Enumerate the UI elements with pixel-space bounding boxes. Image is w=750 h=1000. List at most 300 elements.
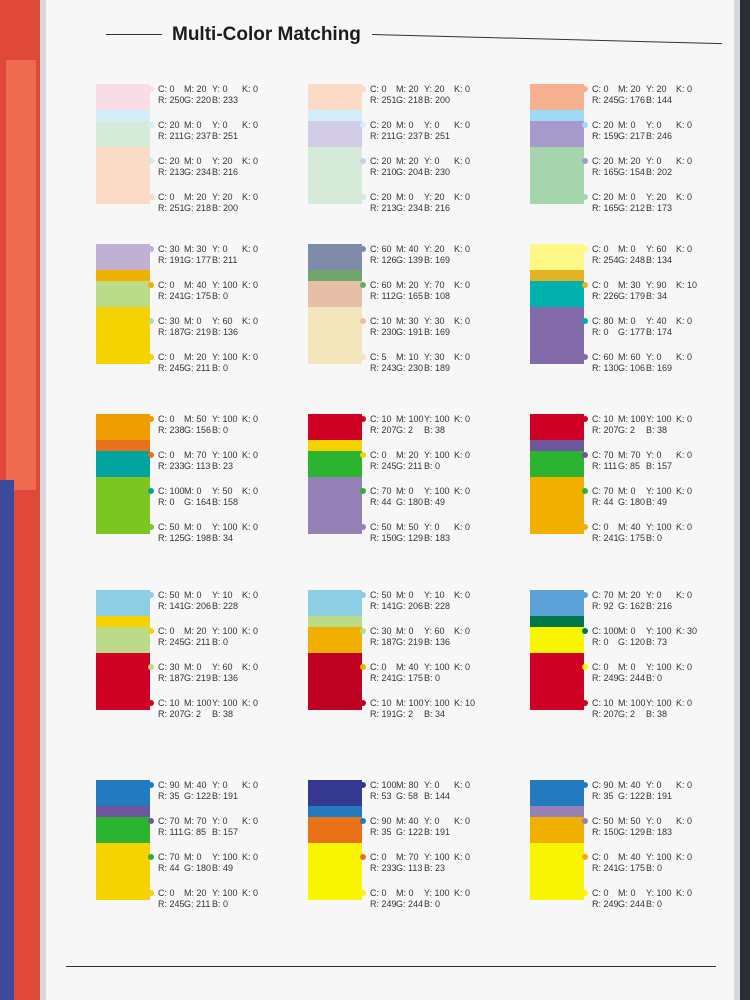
- rgb-values: [370, 167, 470, 178]
- cmyk-m: M: 100: [618, 414, 646, 424]
- rgb-values: [592, 363, 692, 374]
- color-value-entry: [592, 156, 692, 178]
- cmyk-k: K: 0: [242, 816, 259, 826]
- color-dot-icon: [360, 628, 366, 634]
- cmyk-c: C: 10: [592, 414, 614, 424]
- color-combo-2: [308, 84, 508, 234]
- cmyk-y: Y: 100: [424, 852, 450, 862]
- color-dot-icon: [582, 854, 588, 860]
- cmyk-k: K: 0: [242, 316, 259, 326]
- cmyk-m: M: 0: [184, 590, 202, 600]
- swatch-segment: [530, 806, 584, 818]
- rgb-g: G: 218: [184, 203, 212, 213]
- cmyk-values: [158, 84, 258, 95]
- cmyk-m: M: 20: [618, 590, 641, 600]
- swatch-segment: [96, 307, 150, 364]
- swatch-bar: [308, 590, 362, 710]
- cmyk-c: C: 0: [592, 888, 609, 898]
- cmyk-values: [370, 698, 475, 709]
- cmyk-k: K: 0: [454, 120, 471, 130]
- cmyk-y: Y: 100: [646, 662, 672, 672]
- color-value-entry: [370, 450, 470, 472]
- rgb-r: R: 187: [158, 327, 185, 337]
- color-dot-icon: [148, 86, 154, 92]
- cmyk-y: Y: 60: [212, 316, 233, 326]
- cmyk-m: M: 20: [396, 280, 419, 290]
- swatch-segment: [96, 843, 150, 900]
- cmyk-c: C: 100: [158, 486, 185, 496]
- rgb-g: G: 211: [184, 637, 211, 647]
- cmyk-m: M: 40: [618, 852, 641, 862]
- cmyk-values: [370, 662, 470, 673]
- rgb-b: B: 158: [212, 497, 239, 507]
- color-dot-icon: [360, 416, 366, 422]
- rgb-g: G: 164: [184, 497, 212, 507]
- cmyk-y: Y: 20: [646, 192, 667, 202]
- cmyk-values: [370, 244, 470, 255]
- rgb-b: B: 230: [424, 167, 451, 177]
- cmyk-y: Y: 100: [212, 698, 238, 708]
- cmyk-k: K: 0: [242, 280, 259, 290]
- cmyk-y: Y: 50: [212, 486, 233, 496]
- cmyk-values: [370, 626, 470, 637]
- rgb-r: R: 207: [158, 709, 185, 719]
- swatch-segment: [308, 806, 362, 818]
- rgb-values: [158, 863, 258, 874]
- swatch-segment: [96, 451, 150, 477]
- color-combo-7: [96, 414, 296, 564]
- cmyk-m: M: 0: [618, 192, 636, 202]
- color-combo-4: [96, 244, 296, 394]
- swatch-bar: [96, 780, 150, 900]
- color-value-entry: [370, 192, 470, 214]
- cmyk-k: K: 0: [454, 352, 471, 362]
- cmyk-c: C: 90: [592, 780, 614, 790]
- color-dot-icon: [582, 416, 588, 422]
- rgb-b: B: 0: [646, 533, 663, 543]
- swatch-segment: [530, 121, 584, 147]
- color-combo-6: [530, 244, 730, 394]
- rgb-b: B: 189: [424, 363, 451, 373]
- rgb-b: B: 0: [646, 899, 663, 909]
- cmyk-c: C: 50: [370, 522, 392, 532]
- rgb-b: B: 49: [212, 863, 234, 873]
- cmyk-c: C: 20: [370, 120, 392, 130]
- color-dot-icon: [148, 628, 154, 634]
- rgb-values: [592, 95, 692, 106]
- rgb-b: B: 169: [424, 327, 451, 337]
- cmyk-m: M: 40: [618, 522, 641, 532]
- rgb-b: B: 0: [212, 363, 229, 373]
- swatch-segment: [530, 780, 584, 806]
- rgb-values: [370, 673, 470, 684]
- swatch-bar: [530, 84, 584, 204]
- color-value-entry: [158, 280, 258, 302]
- cmyk-y: Y: 0: [212, 120, 228, 130]
- cmyk-k: K: 0: [242, 352, 259, 362]
- cmyk-k: K: 0: [676, 780, 693, 790]
- color-value-entry: [592, 522, 692, 544]
- cmyk-m: M: 30: [396, 316, 419, 326]
- swatch-segment: [530, 843, 584, 900]
- rgb-g: G: 218: [396, 95, 424, 105]
- rgb-values: [158, 327, 258, 338]
- rgb-b: B: 38: [212, 709, 234, 719]
- cmyk-y: Y: 100: [212, 450, 238, 460]
- cmyk-k: K: 0: [242, 192, 259, 202]
- swatch-bar: [530, 780, 584, 900]
- cmyk-k: K: 0: [242, 450, 259, 460]
- swatch-segment: [530, 477, 584, 534]
- rgb-r: R: 130: [592, 363, 619, 373]
- rgb-g: G: 211: [184, 899, 211, 909]
- rgb-values: [592, 533, 692, 544]
- cmyk-y: Y: 20: [646, 84, 667, 94]
- rgb-values: [158, 425, 258, 436]
- rgb-g: G: 85: [184, 827, 207, 837]
- rgb-values: [370, 827, 470, 838]
- cmyk-c: C: 0: [592, 84, 609, 94]
- cmyk-c: C: 70: [158, 852, 180, 862]
- cmyk-y: Y: 0: [646, 816, 662, 826]
- color-dot-icon: [148, 664, 154, 670]
- color-value-entry: [370, 816, 470, 838]
- rgb-b: B: 34: [646, 291, 668, 301]
- cmyk-m: M: 100: [184, 698, 212, 708]
- cmyk-c: C: 70: [370, 486, 392, 496]
- rgb-r: R: 150: [592, 827, 619, 837]
- rgb-r: R: 111: [158, 827, 184, 837]
- rgb-g: G: 217: [618, 131, 646, 141]
- cmyk-m: M: 0: [184, 522, 202, 532]
- color-dot-icon: [582, 890, 588, 896]
- cmyk-k: K: 0: [676, 84, 693, 94]
- swatch-segment: [530, 817, 584, 843]
- swatch-segment: [96, 147, 150, 204]
- rgb-values: [158, 461, 258, 472]
- rgb-g: G: 2: [396, 425, 414, 435]
- rgb-g: G: 206: [184, 601, 212, 611]
- color-value-entry: [592, 590, 692, 612]
- rgb-r: R: 210: [370, 167, 397, 177]
- swatch-segment: [96, 477, 150, 534]
- rgb-g: G: 176: [618, 95, 646, 105]
- color-dot-icon: [582, 158, 588, 164]
- swatch-segment: [308, 414, 362, 440]
- rgb-b: B: 134: [646, 255, 673, 265]
- color-dot-icon: [582, 592, 588, 598]
- cmyk-m: M: 30: [184, 244, 207, 254]
- color-value-entry: [158, 780, 258, 802]
- cmyk-values: [370, 414, 470, 425]
- color-dot-icon: [360, 282, 366, 288]
- cmyk-values: [592, 120, 692, 131]
- cmyk-y: Y: 20: [212, 192, 233, 202]
- swatch-segment: [308, 307, 362, 364]
- cmyk-k: K: 0: [454, 84, 471, 94]
- rgb-r: R: 35: [370, 827, 392, 837]
- cmyk-y: Y: 0: [646, 352, 662, 362]
- color-dot-icon: [582, 194, 588, 200]
- cmyk-m: M: 40: [184, 780, 207, 790]
- color-dot-icon: [360, 854, 366, 860]
- swatch-segment: [308, 440, 362, 452]
- swatch-segment: [530, 281, 584, 307]
- cmyk-k: K: 0: [454, 414, 471, 424]
- swatch-bar: [308, 414, 362, 534]
- swatch-bar: [308, 780, 362, 900]
- rgb-r: R: 191: [158, 255, 185, 265]
- cmyk-values: [158, 156, 258, 167]
- color-dot-icon: [582, 664, 588, 670]
- swatch-segment: [530, 451, 584, 477]
- cmyk-c: C: 70: [592, 450, 614, 460]
- rgb-values: [158, 255, 258, 266]
- rgb-r: R: 126: [370, 255, 397, 265]
- swatch-segment: [530, 627, 584, 653]
- rgb-g: G: 156: [184, 425, 212, 435]
- cmyk-k: K: 0: [454, 662, 471, 672]
- cmyk-values: [592, 626, 697, 637]
- cmyk-y: Y: 100: [646, 414, 672, 424]
- rgb-g: G: 165: [396, 291, 424, 301]
- cmyk-y: Y: 100: [646, 698, 672, 708]
- cmyk-m: M: 0: [618, 626, 636, 636]
- cmyk-m: M: 20: [396, 156, 419, 166]
- rgb-r: R: 233: [370, 863, 397, 873]
- cmyk-c: C: 0: [158, 888, 175, 898]
- cmyk-y: Y: 0: [646, 450, 662, 460]
- rgb-values: [370, 291, 470, 302]
- color-value-entry: [370, 780, 470, 802]
- swatch-segment: [308, 110, 362, 122]
- cmyk-y: Y: 90: [646, 280, 667, 290]
- cmyk-values: [158, 888, 258, 899]
- cmyk-m: M: 20: [184, 352, 207, 362]
- rgb-values: [370, 131, 470, 142]
- cmyk-c: C: 0: [592, 662, 609, 672]
- color-dot-icon: [582, 782, 588, 788]
- cmyk-c: C: 80: [592, 316, 614, 326]
- cmyk-c: C: 0: [158, 192, 175, 202]
- rgb-r: R: 165: [592, 203, 619, 213]
- rgb-b: B: 34: [424, 709, 446, 719]
- swatch-segment: [530, 590, 584, 616]
- color-value-entry: [370, 852, 470, 874]
- color-combo-12: [530, 590, 730, 740]
- swatch-bar: [308, 84, 362, 204]
- color-value-entry: [370, 590, 470, 612]
- cmyk-k: K: 0: [676, 450, 693, 460]
- rgb-b: B: 202: [646, 167, 673, 177]
- swatch-segment: [96, 817, 150, 843]
- cmyk-c: C: 30: [158, 316, 180, 326]
- rgb-b: B: 0: [212, 637, 229, 647]
- rgb-values: [158, 203, 258, 214]
- cmyk-k: K: 0: [676, 316, 693, 326]
- swatch-bar: [96, 590, 150, 710]
- cmyk-y: Y: 40: [646, 316, 667, 326]
- color-value-entry: [592, 662, 692, 684]
- cmyk-y: Y: 0: [646, 156, 662, 166]
- rgb-g: G: 177: [184, 255, 212, 265]
- cmyk-c: C: 50: [370, 590, 392, 600]
- rgb-g: G: 175: [184, 291, 212, 301]
- cmyk-y: Y: 100: [212, 888, 238, 898]
- cmyk-values: [592, 244, 692, 255]
- rgb-b: B: 183: [424, 533, 451, 543]
- rgb-r: R: 187: [370, 637, 397, 647]
- color-value-entry: [592, 352, 692, 374]
- rgb-g: G: 85: [618, 461, 641, 471]
- cmyk-m: M: 100: [618, 698, 646, 708]
- rgb-r: R: 241: [592, 533, 619, 543]
- rgb-g: G: 106: [618, 363, 646, 373]
- cmyk-m: M: 0: [184, 316, 202, 326]
- rgb-r: R: 249: [592, 899, 619, 909]
- cmyk-y: Y: 30: [424, 316, 445, 326]
- rgb-g: G: 220: [184, 95, 212, 105]
- rgb-g: G: 180: [618, 497, 646, 507]
- rgb-values: [370, 709, 475, 720]
- rgb-b: B: 183: [646, 827, 673, 837]
- rgb-values: [592, 709, 692, 720]
- cmyk-y: Y: 100: [212, 626, 238, 636]
- swatch-segment: [308, 616, 362, 628]
- cmyk-k: K: 0: [676, 662, 693, 672]
- cmyk-m: M: 20: [396, 84, 419, 94]
- cmyk-m: M: 20: [184, 888, 207, 898]
- cmyk-c: C: 5: [370, 352, 387, 362]
- cmyk-y: Y: 0: [212, 780, 228, 790]
- rgb-r: R: 207: [592, 709, 619, 719]
- rgb-g: G: 230: [396, 363, 424, 373]
- swatch-segment: [530, 414, 584, 440]
- cmyk-y: Y: 100: [424, 698, 450, 708]
- color-value-entry: [592, 316, 692, 338]
- cmyk-y: Y: 0: [646, 120, 662, 130]
- cmyk-y: Y: 30: [424, 352, 445, 362]
- color-value-entry: [370, 120, 470, 142]
- rgb-r: R: 187: [158, 673, 185, 683]
- rgb-g: G: 198: [184, 533, 212, 543]
- rgb-b: B: 228: [424, 601, 451, 611]
- rgb-values: [370, 497, 470, 508]
- cmyk-k: K: 0: [242, 414, 259, 424]
- rgb-g: G: 234: [396, 203, 424, 213]
- rgb-values: [158, 497, 258, 508]
- cmyk-m: M: 0: [618, 888, 636, 898]
- cmyk-values: [370, 120, 470, 131]
- cmyk-m: M: 0: [396, 590, 414, 600]
- cmyk-k: K: 0: [242, 662, 259, 672]
- color-dot-icon: [148, 122, 154, 128]
- rgb-r: R: 44: [592, 497, 614, 507]
- cmyk-values: [158, 316, 258, 327]
- swatch-segment: [308, 843, 362, 900]
- color-dot-icon: [360, 890, 366, 896]
- color-combo-14: [308, 780, 508, 930]
- cmyk-c: C: 20: [158, 156, 180, 166]
- cmyk-k: K: 0: [454, 156, 471, 166]
- color-value-entry: [592, 698, 692, 720]
- rgb-b: B: 0: [424, 899, 441, 909]
- color-dot-icon: [582, 354, 588, 360]
- swatch-segment: [308, 817, 362, 843]
- rgb-g: G: 180: [184, 863, 212, 873]
- cmyk-values: [370, 852, 470, 863]
- cmyk-values: [592, 780, 692, 791]
- cmyk-k: K: 0: [676, 888, 693, 898]
- color-value-entry: [158, 486, 258, 508]
- rgb-b: B: 211: [212, 255, 238, 265]
- color-dot-icon: [582, 488, 588, 494]
- cmyk-y: Y: 100: [212, 852, 238, 862]
- color-combo-5: [308, 244, 508, 394]
- rgb-r: R: 111: [592, 461, 618, 471]
- cmyk-y: Y: 100: [212, 352, 238, 362]
- cmyk-y: Y: 20: [424, 192, 445, 202]
- color-dot-icon: [360, 452, 366, 458]
- cmyk-c: C: 90: [370, 816, 392, 826]
- color-value-entry: [158, 244, 258, 266]
- rgb-values: [592, 131, 692, 142]
- cmyk-values: [592, 888, 692, 899]
- cmyk-y: Y: 0: [424, 120, 440, 130]
- rgb-g: G: 175: [618, 863, 646, 873]
- rgb-r: R: 44: [158, 863, 180, 873]
- swatch-segment: [96, 270, 150, 282]
- rgb-values: [592, 203, 692, 214]
- rgb-b: B: 246: [646, 131, 673, 141]
- rgb-r: R: 159: [592, 131, 619, 141]
- rgb-r: R: 207: [370, 425, 397, 435]
- color-value-entry: [592, 280, 697, 302]
- color-combo-15: [530, 780, 730, 930]
- color-dot-icon: [148, 592, 154, 598]
- cmyk-k: K: 0: [454, 590, 471, 600]
- rgb-g: G: 219: [184, 327, 212, 337]
- rgb-r: R: 112: [370, 291, 396, 301]
- rgb-r: R: 233: [158, 461, 185, 471]
- rgb-b: B: 216: [424, 203, 451, 213]
- swatch-segment: [96, 440, 150, 452]
- cmyk-k: K: 0: [242, 156, 259, 166]
- cmyk-c: C: 10: [158, 698, 180, 708]
- color-combo-8: [308, 414, 508, 564]
- rgb-values: [370, 533, 470, 544]
- rgb-g: G: 191: [396, 327, 424, 337]
- cmyk-k: K: 0: [454, 450, 471, 460]
- cmyk-m: M: 0: [618, 486, 636, 496]
- swatch-segment: [96, 121, 150, 147]
- swatch-segment: [308, 653, 362, 710]
- rgb-b: B: 136: [424, 637, 451, 647]
- rgb-g: G: 175: [396, 673, 424, 683]
- rgb-values: [592, 167, 692, 178]
- cmyk-c: C: 70: [158, 816, 180, 826]
- rgb-r: R: 243: [370, 363, 397, 373]
- rgb-g: G: 2: [618, 709, 636, 719]
- cmyk-m: M: 100: [396, 414, 424, 424]
- rgb-g: G: 139: [396, 255, 424, 265]
- cmyk-values: [370, 816, 470, 827]
- cmyk-y: Y: 100: [424, 888, 450, 898]
- cover-stripe-blue: [0, 480, 14, 1000]
- cmyk-values: [158, 450, 258, 461]
- color-dot-icon: [360, 664, 366, 670]
- color-dot-icon: [148, 782, 154, 788]
